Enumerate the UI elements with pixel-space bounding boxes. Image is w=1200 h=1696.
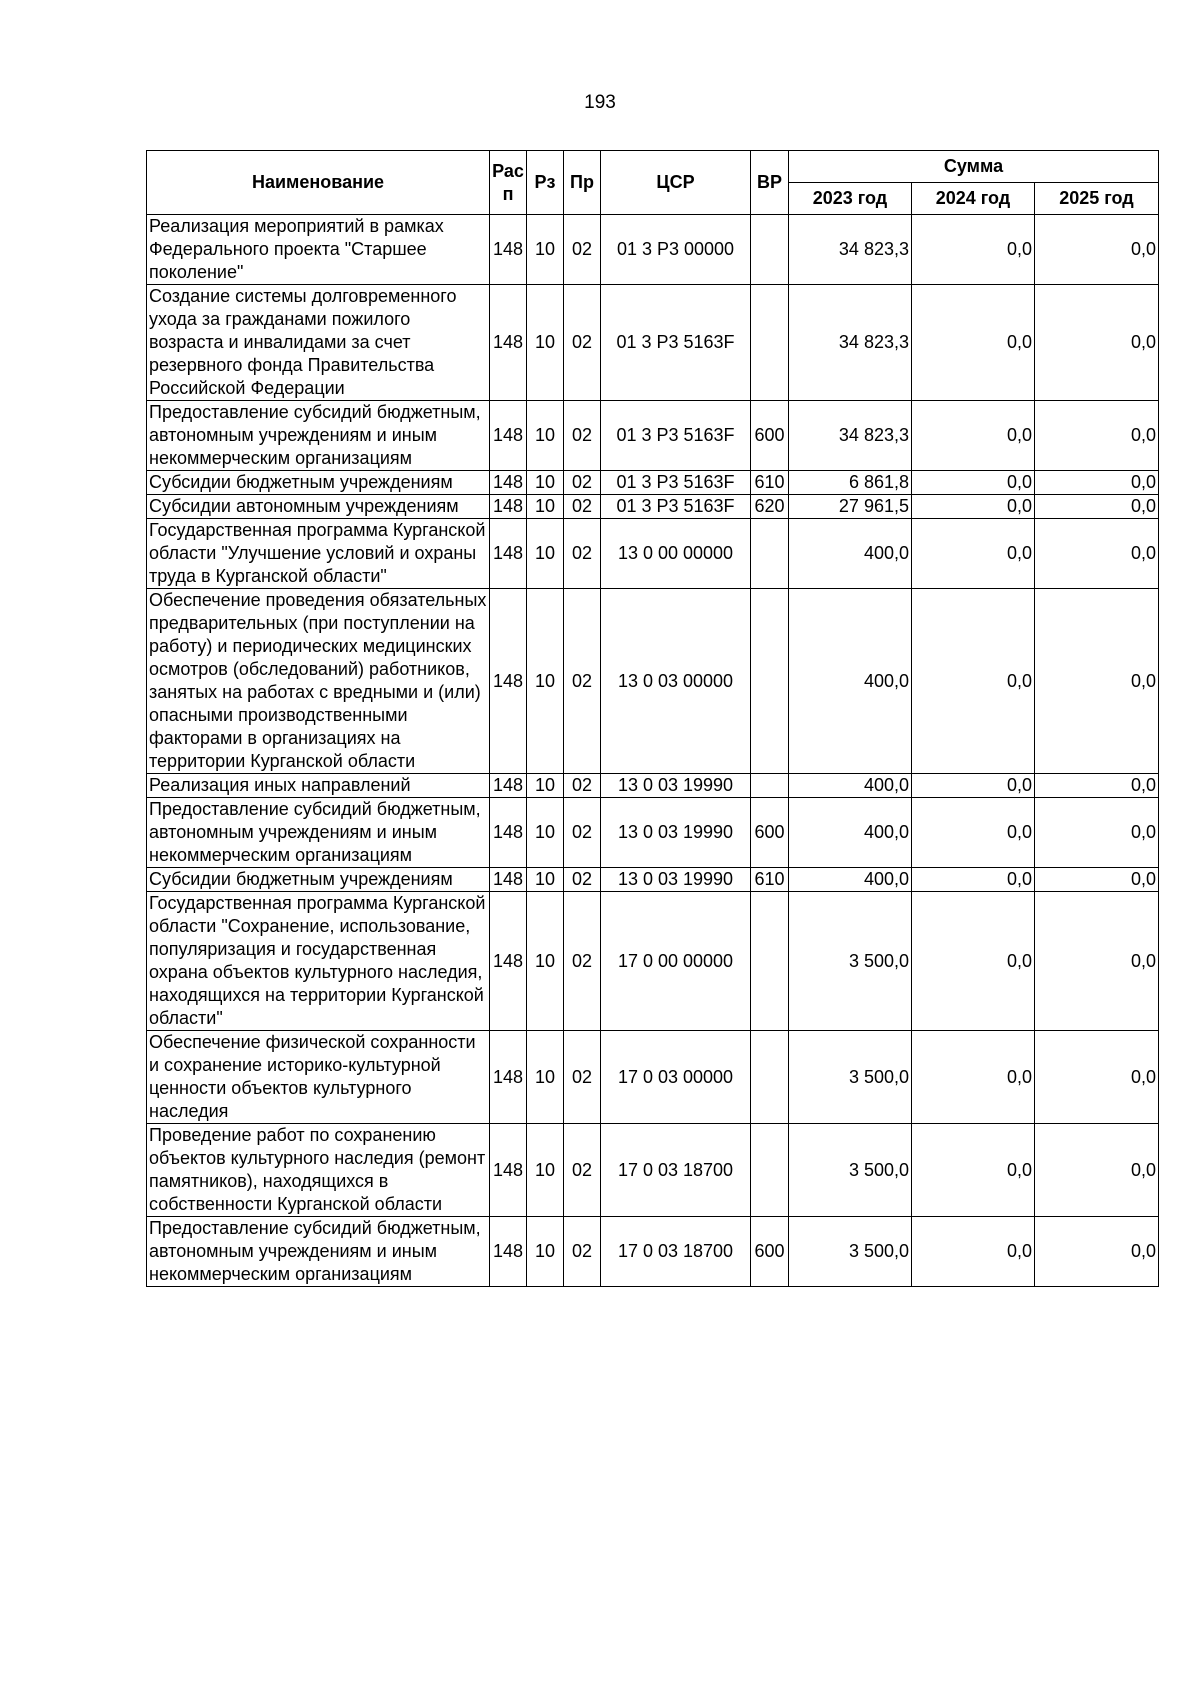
- cell-sum-2023: 400,0: [789, 519, 912, 589]
- cell-sum-2025: 0,0: [1035, 401, 1159, 471]
- cell-pr: 02: [564, 774, 601, 798]
- cell-sum-2024: 0,0: [912, 868, 1035, 892]
- cell-pr: 02: [564, 471, 601, 495]
- cell-rasp: 148: [490, 495, 527, 519]
- table-row: [147, 589, 1159, 774]
- cell-vr: [751, 774, 789, 798]
- cell-name: Реализация мероприятий в рамках Федерального проекта "Старшее поколение": [147, 215, 490, 285]
- cell-sum-2025: 0,0: [1035, 892, 1159, 1031]
- cell-name: Создание системы долговременного ухода за гражданами пожилого возраста и инвалидами за счет резервного фонда Правительства Российской Федерации: [147, 285, 490, 401]
- cell-csr: 01 3 P3 5163F: [601, 401, 751, 471]
- page-number: 193: [584, 92, 616, 113]
- cell-sum-2024: 0,0: [912, 495, 1035, 519]
- cell-rasp: 148: [490, 798, 527, 868]
- cell-csr: 01 3 P3 00000: [601, 215, 751, 285]
- cell-rasp: 148: [490, 519, 527, 589]
- cell-rz: 10: [527, 285, 564, 401]
- cell-rasp: 148: [490, 215, 527, 285]
- cell-csr: 17 0 03 18700: [601, 1217, 751, 1287]
- table-row: [147, 285, 1159, 401]
- cell-name: Предоставление субсидий бюджетным, автономным учреждениям и иным некоммерческим организациям: [147, 798, 490, 868]
- cell-sum-2023: 3 500,0: [789, 1124, 912, 1217]
- cell-rz: 10: [527, 401, 564, 471]
- cell-name: Реализация иных направлений: [147, 774, 490, 798]
- cell-sum-2024: 0,0: [912, 1217, 1035, 1287]
- table-row: [147, 868, 1159, 892]
- cell-pr: 02: [564, 589, 601, 774]
- table-row: [147, 1217, 1159, 1287]
- cell-csr: 01 3 P3 5163F: [601, 495, 751, 519]
- header-year-2023: 2023 год: [789, 183, 912, 215]
- cell-csr: 13 0 03 19990: [601, 868, 751, 892]
- header-sum: Сумма: [789, 151, 1159, 183]
- table-row: [147, 495, 1159, 519]
- cell-sum-2024: 0,0: [912, 798, 1035, 868]
- cell-csr: 01 3 P3 5163F: [601, 471, 751, 495]
- table-row: [147, 519, 1159, 589]
- cell-vr: [751, 285, 789, 401]
- cell-sum-2025: 0,0: [1035, 868, 1159, 892]
- cell-vr: 600: [751, 401, 789, 471]
- cell-pr: 02: [564, 1124, 601, 1217]
- cell-sum-2023: 400,0: [789, 589, 912, 774]
- header-year-2025: 2025 год: [1035, 183, 1159, 215]
- cell-rasp: 148: [490, 892, 527, 1031]
- cell-sum-2025: 0,0: [1035, 1217, 1159, 1287]
- cell-sum-2024: 0,0: [912, 519, 1035, 589]
- cell-rz: 10: [527, 798, 564, 868]
- table-header-row: [147, 151, 1159, 183]
- header-pr: Пр: [564, 151, 601, 215]
- cell-sum-2025: 0,0: [1035, 519, 1159, 589]
- cell-name: Государственная программа Курганской области "Сохранение, использование, популяризация и государственная охрана объектов культурного наследия, находящихся на территории Курганской области": [147, 892, 490, 1031]
- header-name: Наименование: [147, 151, 490, 215]
- cell-name: Обеспечение физической сохранности и сохранение историко-культурной ценности объектов культурного наследия: [147, 1031, 490, 1124]
- cell-csr: 13 0 03 00000: [601, 589, 751, 774]
- cell-pr: 02: [564, 1217, 601, 1287]
- cell-rz: 10: [527, 495, 564, 519]
- cell-rasp: 148: [490, 1217, 527, 1287]
- cell-vr: 620: [751, 495, 789, 519]
- cell-sum-2025: 0,0: [1035, 798, 1159, 868]
- cell-sum-2023: 3 500,0: [789, 1217, 912, 1287]
- table-row: [147, 892, 1159, 1031]
- header-rz: Рз: [527, 151, 564, 215]
- cell-rz: 10: [527, 1217, 564, 1287]
- cell-csr: 13 0 03 19990: [601, 798, 751, 868]
- table-row: [147, 215, 1159, 285]
- table-row: [147, 798, 1159, 868]
- cell-sum-2025: 0,0: [1035, 1124, 1159, 1217]
- cell-vr: [751, 1031, 789, 1124]
- cell-pr: 02: [564, 285, 601, 401]
- header-vr: ВР: [751, 151, 789, 215]
- header-year-2024: 2024 год: [912, 183, 1035, 215]
- cell-rasp: 148: [490, 471, 527, 495]
- cell-sum-2025: 0,0: [1035, 589, 1159, 774]
- cell-rz: 10: [527, 1031, 564, 1124]
- cell-pr: 02: [564, 868, 601, 892]
- cell-pr: 02: [564, 401, 601, 471]
- cell-rz: 10: [527, 892, 564, 1031]
- cell-sum-2025: 0,0: [1035, 471, 1159, 495]
- cell-rz: 10: [527, 868, 564, 892]
- cell-sum-2023: 34 823,3: [789, 401, 912, 471]
- cell-csr: 17 0 03 00000: [601, 1031, 751, 1124]
- cell-pr: 02: [564, 495, 601, 519]
- cell-sum-2024: 0,0: [912, 1031, 1035, 1124]
- table-row: [147, 471, 1159, 495]
- cell-rasp: 148: [490, 774, 527, 798]
- table-row: [147, 774, 1159, 798]
- cell-rasp: 148: [490, 1124, 527, 1217]
- cell-sum-2024: 0,0: [912, 285, 1035, 401]
- table-row: [147, 401, 1159, 471]
- table-row: [147, 1031, 1159, 1124]
- cell-sum-2023: 34 823,3: [789, 215, 912, 285]
- cell-sum-2024: 0,0: [912, 589, 1035, 774]
- cell-sum-2024: 0,0: [912, 892, 1035, 1031]
- cell-vr: 610: [751, 868, 789, 892]
- cell-name: Государственная программа Курганской области "Улучшение условий и охраны труда в Курганской области": [147, 519, 490, 589]
- cell-rz: 10: [527, 589, 564, 774]
- budget-table: [146, 150, 1159, 1287]
- cell-csr: 13 0 00 00000: [601, 519, 751, 589]
- cell-vr: [751, 589, 789, 774]
- cell-sum-2023: 34 823,3: [789, 285, 912, 401]
- cell-rasp: 148: [490, 285, 527, 401]
- cell-pr: 02: [564, 892, 601, 1031]
- cell-sum-2024: 0,0: [912, 401, 1035, 471]
- cell-csr: 13 0 03 19990: [601, 774, 751, 798]
- cell-sum-2024: 0,0: [912, 215, 1035, 285]
- cell-vr: [751, 1124, 789, 1217]
- cell-rz: 10: [527, 1124, 564, 1217]
- cell-sum-2024: 0,0: [912, 471, 1035, 495]
- cell-pr: 02: [564, 519, 601, 589]
- cell-vr: [751, 519, 789, 589]
- cell-sum-2023: 27 961,5: [789, 495, 912, 519]
- cell-sum-2025: 0,0: [1035, 285, 1159, 401]
- cell-rasp: 148: [490, 589, 527, 774]
- cell-pr: 02: [564, 215, 601, 285]
- cell-name: Проведение работ по сохранению объектов культурного наследия (ремонт памятников), находящихся в собственности Курганской области: [147, 1124, 490, 1217]
- cell-name: Субсидии бюджетным учреждениям: [147, 471, 490, 495]
- cell-name: Субсидии автономным учреждениям: [147, 495, 490, 519]
- cell-csr: 17 0 03 18700: [601, 1124, 751, 1217]
- cell-pr: 02: [564, 1031, 601, 1124]
- cell-name: Обеспечение проведения обязательных предварительных (при поступлении на работу) и периодических медицинских осмотров (обследований) работников, занятых на работах с вредными и (или) опасными производственными факторами в организациях на территории Курганской области: [147, 589, 490, 774]
- cell-sum-2023: 400,0: [789, 774, 912, 798]
- cell-sum-2023: 400,0: [789, 868, 912, 892]
- cell-csr: 17 0 00 00000: [601, 892, 751, 1031]
- cell-rasp: 148: [490, 401, 527, 471]
- cell-pr: 02: [564, 798, 601, 868]
- cell-name: Предоставление субсидий бюджетным, автономным учреждениям и иным некоммерческим организациям: [147, 1217, 490, 1287]
- cell-sum-2023: 3 500,0: [789, 1031, 912, 1124]
- cell-sum-2025: 0,0: [1035, 495, 1159, 519]
- cell-vr: [751, 892, 789, 1031]
- cell-name: Предоставление субсидий бюджетным, автономным учреждениям и иным некоммерческим организациям: [147, 401, 490, 471]
- table-row: [147, 1124, 1159, 1217]
- cell-rz: 10: [527, 215, 564, 285]
- cell-vr: 600: [751, 1217, 789, 1287]
- cell-sum-2024: 0,0: [912, 774, 1035, 798]
- cell-sum-2024: 0,0: [912, 1124, 1035, 1217]
- cell-vr: 610: [751, 471, 789, 495]
- cell-rasp: 148: [490, 1031, 527, 1124]
- header-csr: ЦСР: [601, 151, 751, 215]
- cell-sum-2025: 0,0: [1035, 774, 1159, 798]
- cell-vr: [751, 215, 789, 285]
- cell-rz: 10: [527, 519, 564, 589]
- header-rasp: Рас п: [490, 151, 527, 215]
- table-body: [147, 215, 1159, 1287]
- cell-rasp: 148: [490, 868, 527, 892]
- cell-rz: 10: [527, 774, 564, 798]
- cell-csr: 01 3 P3 5163F: [601, 285, 751, 401]
- cell-name: Субсидии бюджетным учреждениям: [147, 868, 490, 892]
- cell-sum-2023: 400,0: [789, 798, 912, 868]
- cell-rz: 10: [527, 471, 564, 495]
- cell-sum-2023: 3 500,0: [789, 892, 912, 1031]
- cell-sum-2025: 0,0: [1035, 1031, 1159, 1124]
- cell-vr: 600: [751, 798, 789, 868]
- cell-sum-2025: 0,0: [1035, 215, 1159, 285]
- cell-sum-2023: 6 861,8: [789, 471, 912, 495]
